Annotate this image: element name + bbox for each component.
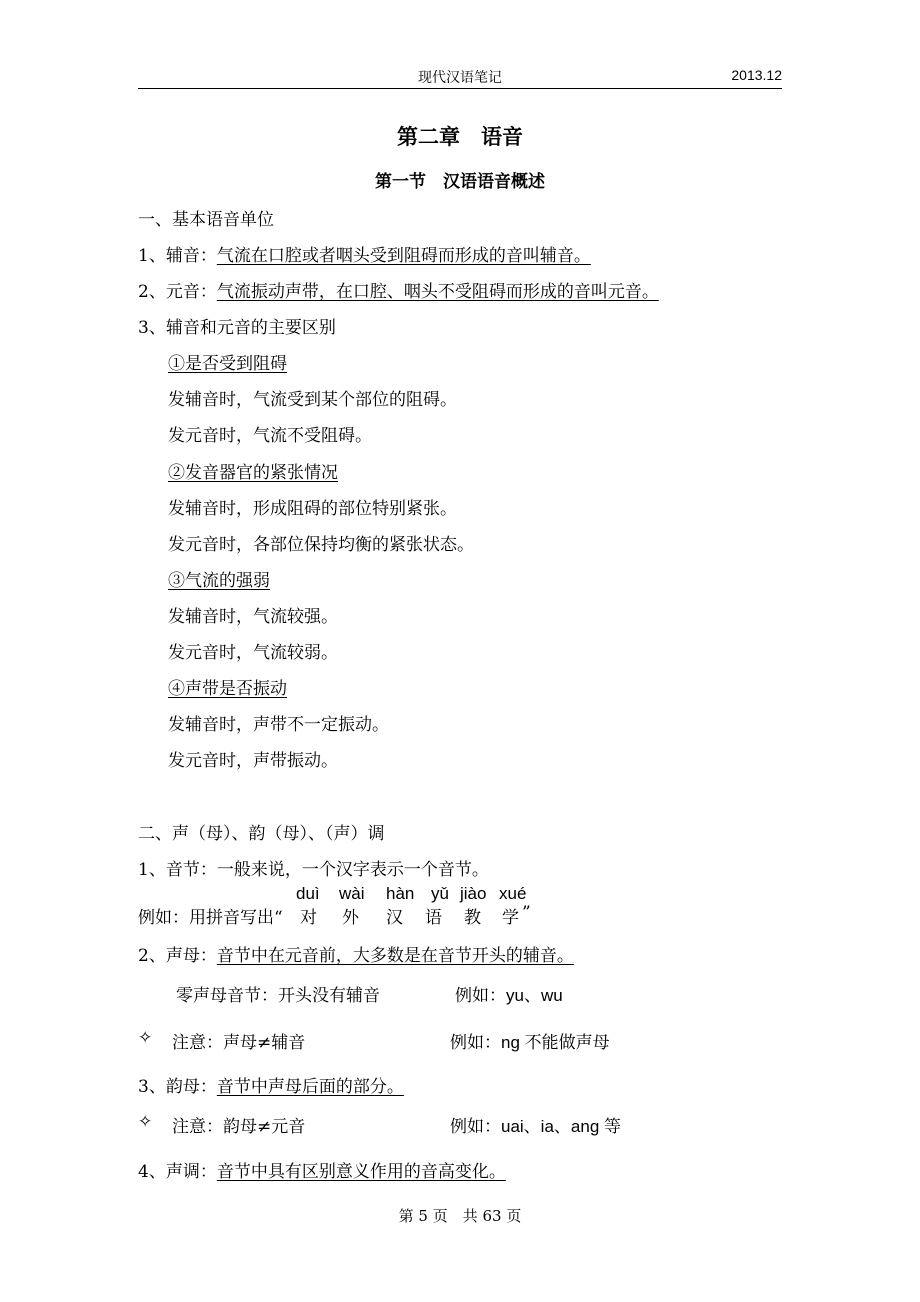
note-diamond-icon: ✧ (138, 1112, 153, 1132)
difference-heading: 3、辅音和元音的主要区别 (138, 318, 336, 338)
note-final-vs-vowel: 注意：韵母≠元音 (172, 1117, 306, 1137)
section-title: 第一节 汉语语音概述 (375, 172, 545, 192)
tone-label: 4、声调： (138, 1162, 217, 1182)
point-vowel-text: 发元音时，各部位保持均衡的紧张状态。 (168, 535, 474, 555)
note-initial-example: 例如：ng 不能做声母 (450, 1033, 610, 1052)
point-consonant-text: 发辅音时，声带不一定振动。 (168, 715, 389, 735)
example-suffix: ” (522, 903, 531, 923)
note-initial-vs-consonant: 注意：声母≠辅音 (172, 1033, 306, 1053)
tone-definition: 音节中具有区别意义作用的音高变化。 (216, 1162, 506, 1182)
point-consonant-text: 发辅音时，气流较强。 (168, 607, 338, 627)
initial-label: 2、声母： (138, 946, 217, 966)
zero-initial-text: 零声母音节：开头没有辅音 (176, 986, 380, 1006)
tone-definition-line (138, 1157, 506, 1182)
consonant-label: 1、辅音： (138, 246, 217, 266)
consonant-definition: 气流在口腔或者咽头受到阻碍而形成的音叫辅音。 (216, 246, 591, 266)
example-char: 语 (425, 908, 442, 928)
point-title: ④声带是否振动 (168, 679, 287, 699)
note-diamond-icon: ✧ (138, 1028, 153, 1048)
consonant-definition-line (138, 241, 591, 266)
final-label: 3、韵母： (138, 1077, 217, 1097)
final-definition-line (138, 1072, 404, 1097)
pinyin-annotation: hàn (386, 884, 415, 903)
part2-heading: 二、声（母）、韵（母）、（声）调 (138, 824, 385, 844)
point-consonant-text: 发辅音时，气流受到某个部位的阻碍。 (168, 390, 457, 410)
running-header-date: 2013.12 (731, 67, 782, 83)
point-consonant-text: 发辅音时，形成阻碍的部位特别紧张。 (168, 499, 457, 519)
point-vowel-text: 发元音时，声带振动。 (168, 751, 338, 771)
page-footer: 第 5 页 共 63 页 (398, 1207, 522, 1225)
pinyin-annotation: xué (499, 884, 527, 903)
vowel-definition: 气流振动声带，在口腔、咽头不受阻碍而形成的音叫元音。 (216, 282, 659, 302)
point-vowel-text: 发元音时，气流不受阻碍。 (168, 426, 372, 446)
zero-initial-example: 例如：yu、wu (455, 986, 563, 1005)
pinyin-annotation: wài (339, 884, 365, 903)
point-title: ③气流的强弱 (168, 571, 270, 591)
example-char: 学 (502, 908, 519, 928)
chapter-title: 第二章 语音 (397, 124, 523, 149)
example-char: 教 (464, 908, 481, 928)
example-char: 外 (342, 908, 359, 928)
pinyin-annotation: yǔ (431, 884, 449, 903)
point-title: ①是否受到阻碍 (168, 354, 287, 374)
initial-definition-line (138, 941, 574, 966)
part1-heading: 一、基本语音单位 (138, 210, 274, 230)
syllable-definition: 1、音节：一般来说，一个汉字表示一个音节。 (138, 860, 489, 880)
pinyin-annotation: jiào (460, 884, 487, 903)
pinyin-annotation: duì (296, 884, 320, 903)
example-prefix: 例如：用拼音写出“ (138, 908, 283, 928)
point-vowel-text: 发元音时，气流较弱。 (168, 643, 338, 663)
point-title: ②发音器官的紧张情况 (168, 463, 338, 483)
header-rule (138, 88, 782, 89)
example-char: 汉 (386, 908, 403, 928)
vowel-label: 2、元音： (138, 282, 217, 302)
running-header-title: 现代汉语笔记 (418, 70, 502, 86)
final-definition: 音节中声母后面的部分。 (216, 1077, 404, 1097)
example-char: 对 (300, 908, 317, 928)
vowel-definition-line (138, 277, 659, 302)
note-final-example: 例如：uai、ia、ang 等 (450, 1117, 622, 1136)
initial-definition: 音节中在元音前，大多数是在音节开头的辅音。 (216, 946, 574, 966)
